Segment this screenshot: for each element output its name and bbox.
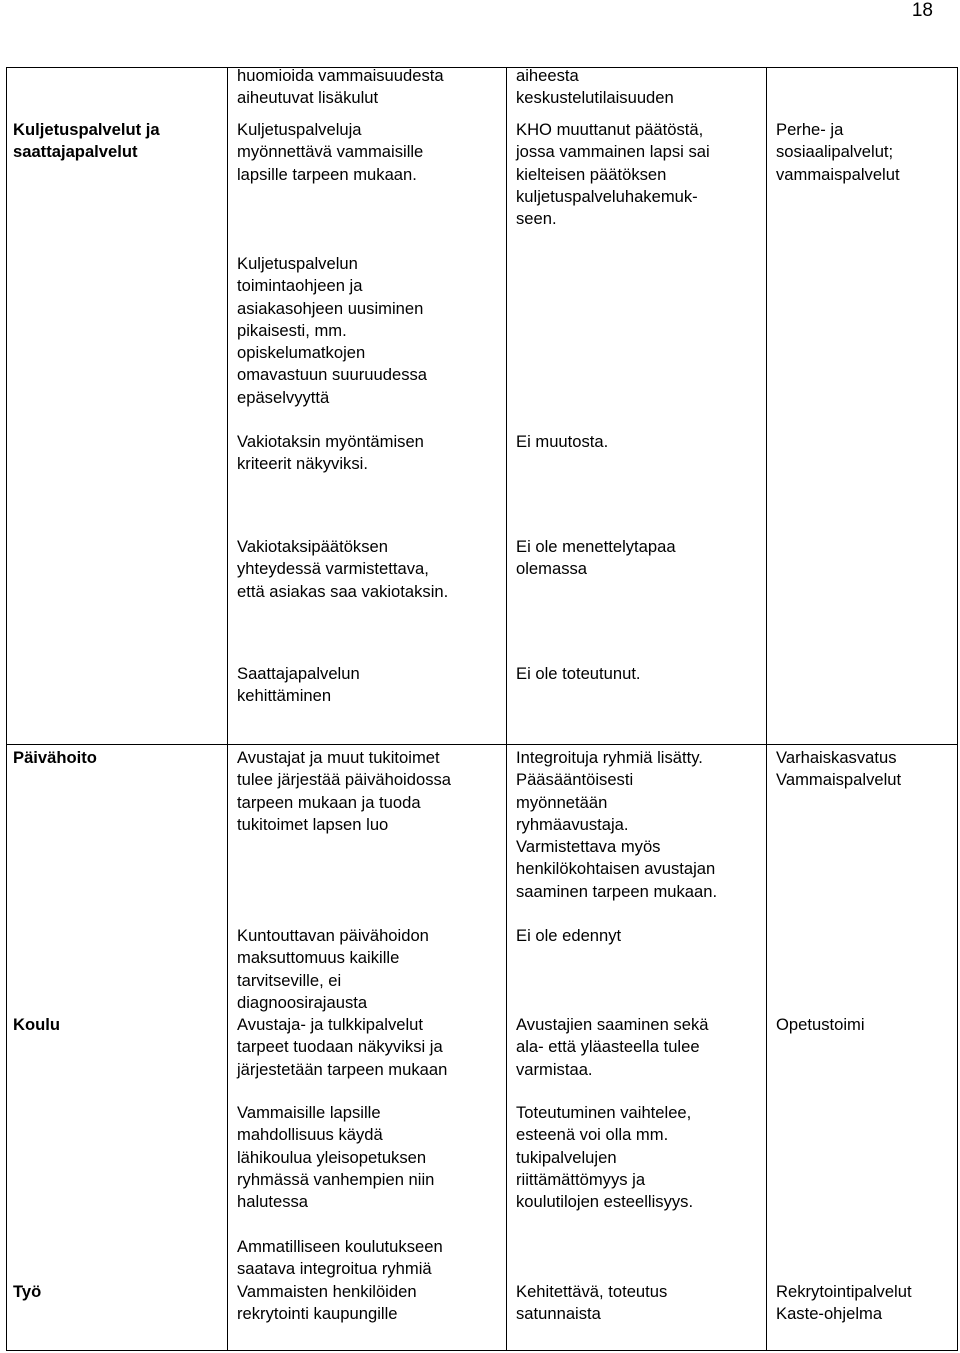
need-cell: Kuntouttavan päivähoidon maksuttomuus kaikille tarvitseville, ei diagnoosirajausta — [237, 926, 429, 1012]
table-border-top — [6, 67, 958, 68]
category-kuljetuspalvelut: Kuljetuspalvelut ja saattajapalvelut — [13, 120, 160, 162]
need-cell: Vakiotaksipäätöksen yhteydessä varmistettava, että asiakas saa vakiotaksin. — [237, 537, 449, 601]
need-cell: Ammatilliseen koulutukseen saatava integroitua ryhmiä Vammaisten henkilöiden rekrytointi kaupungille — [237, 1237, 443, 1323]
column-divider-3 — [766, 67, 767, 1351]
status-cell: Ei ole menettelytapaa olemassa — [516, 537, 676, 579]
status-cell: aiheesta keskustelutilaisuuden — [516, 66, 674, 108]
category-koulu: Koulu — [13, 1015, 61, 1034]
status-cell: Ei ole edennyt — [516, 926, 622, 945]
need-cell: Kuljetuspalveluja myönnettävä vammaisille lapsille tarpeen mukaan. — [237, 120, 424, 184]
page-number: 18 — [911, 0, 933, 21]
need-cell: Avustajat ja muut tukitoimet tulee järjestää päivähoidossa tarpeen mukaan ja tuoda tukitoimet lapsen luo — [237, 748, 452, 834]
table-border-right — [957, 67, 958, 1351]
need-cell: Vakiotaksin myöntämisen kriteerit näkyviksi. — [237, 432, 424, 474]
responsible-cell: Perhe- ja sosiaalipalvelut; vammaispalvelut — [776, 120, 900, 184]
need-cell: Avustaja- ja tulkkipalvelut tarpeet tuodaan näkyviksi ja järjestetään tarpeen mukaan — [237, 1015, 448, 1079]
status-cell: KHO muuttanut päätöstä, jossa vammainen lapsi sai kielteisen päätöksen kuljetuspalveluhakemuk- seen. — [516, 120, 710, 229]
status-cell: Ei ole toteutunut. — [516, 664, 641, 683]
status-cell: Toteutuminen vaihtelee, esteenä voi olla mm. tukipalvelujen riittämättömyys ja koulutilojen esteellisyys. — [516, 1103, 694, 1212]
table-border-bottom — [6, 1350, 958, 1351]
need-cell: Kuljetuspalvelun toimintaohjeen ja asiakasohjeen uusiminen pikaisesti, mm. opiskelumatkojen omavastuun suuruudessa epäselvyyttä — [237, 254, 428, 407]
status-cell: Integroituja ryhmiä lisätty. Pääsääntöisesti myönnetään ryhmäavustaja. Varmistettava myös henkilökohtaisen avustajan saaminen tarpeen mukaan. — [516, 748, 718, 901]
responsible-cell: Opetustoimi — [776, 1015, 865, 1034]
status-cell: Kehitettävä, toteutus satunnaista — [516, 1282, 668, 1324]
category-paivahoito: Päivähoito — [13, 748, 97, 767]
column-divider-1 — [227, 67, 228, 1351]
need-cell: Vammaisille lapsille mahdollisuus käydä lähikoulua yleisopetuksen ryhmässä vanhempien niin halutessa — [237, 1103, 435, 1212]
need-cell: Saattajapalvelun kehittäminen — [237, 664, 360, 706]
status-cell: Avustajien saaminen sekä ala- että yläasteella tulee varmistaa. — [516, 1015, 709, 1079]
category-tyo: Työ — [13, 1282, 42, 1301]
row-divider-paivahoito — [6, 744, 958, 745]
status-cell: Ei muutosta. — [516, 432, 609, 451]
responsible-cell: Rekrytointipalvelut Kaste-ohjelma — [776, 1282, 912, 1324]
column-divider-2 — [506, 67, 507, 1351]
responsible-cell: Varhaiskasvatus Vammaispalvelut — [776, 748, 902, 790]
need-cell: huomioida vammaisuudesta aiheutuvat lisäkulut — [237, 66, 444, 108]
table-border-left — [6, 67, 7, 1351]
